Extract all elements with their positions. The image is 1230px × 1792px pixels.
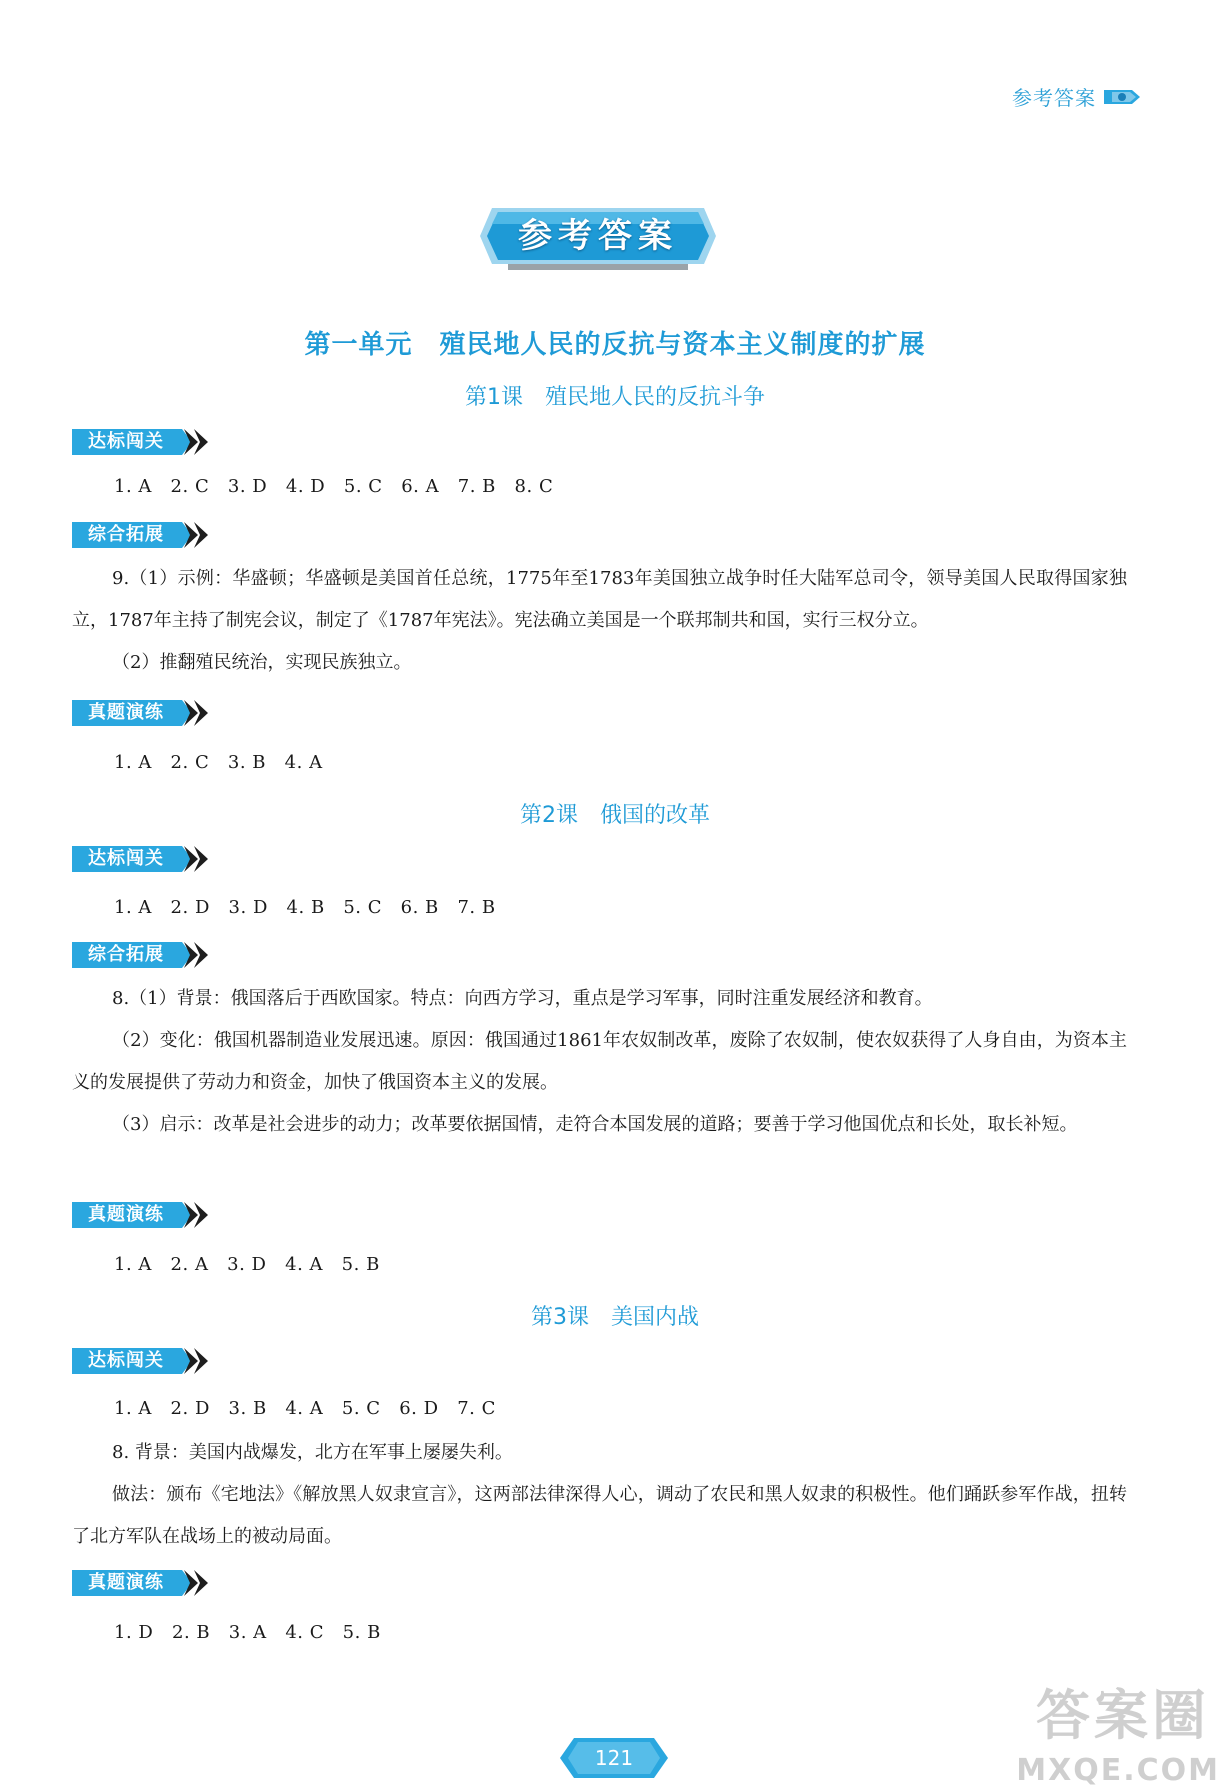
answer-list: 1. A 2. D 3. D 4. B 5. C 6. B 7. B [114, 897, 496, 918]
answer-paragraph: 8. 背景：美国内战爆发，北方在军事上屡屡失利。 [112, 1442, 513, 1463]
section-tag [72, 1568, 208, 1598]
section-tag [72, 427, 208, 457]
section-tag-label: 真题演练 [88, 702, 164, 723]
watermark-cn: 答案圈 [1036, 1684, 1210, 1747]
answer-paragraph: （2）推翻殖民统治，实现民族独立。 [112, 652, 412, 673]
lesson-title: 第3课 美国内战 [531, 1305, 699, 1330]
running-header [1012, 82, 1142, 111]
arrow-tag-icon [1102, 86, 1142, 108]
section-tag [72, 520, 208, 550]
section-tag-label: 达标闯关 [88, 431, 164, 452]
lesson-title: 第1课 殖民地人民的反抗斗争 [465, 385, 765, 410]
section-tag-label: 综合拓展 [88, 524, 164, 545]
answer-paragraph: （2）变化：俄国机器制造业发展迅速。原因：俄国通过1861年农奴制改革，废除了农奴制，使农奴获得了人身自由，为资本主义的发展提供了劳动力和资金，加快了俄国资本主义的发展。 [72, 1030, 1127, 1093]
section-tag [72, 940, 208, 970]
section-tag-label: 真题演练 [88, 1204, 164, 1225]
running-header-title: 参考答案 [1012, 86, 1096, 110]
answer-paragraph: 做法：颁布《宅地法》《解放黑人奴隶宣言》，这两部法律深得人心，调动了农民和黑人奴隶的积极性。他们踊跃参军作战，扭转了北方军队在战场上的被动局面。 [72, 1484, 1127, 1547]
answer-paragraph: 8.（1）背景：俄国落后于西欧国家。特点：向西方学习，重点是学习军事，同时注重发展经济和教育。 [112, 988, 933, 1009]
section-tag [72, 1200, 208, 1230]
section-tag-label: 达标闯关 [88, 1350, 164, 1371]
answer-list: 1. A 2. A 3. D 4. A 5. B [114, 1254, 380, 1275]
answer-list: 1. A 2. C 3. B 4. A [114, 752, 323, 773]
section-tag [72, 844, 208, 874]
watermark-en: MXQE.COM [1016, 1753, 1220, 1788]
page-number: 121 [594, 1746, 634, 1770]
answer-paragraph: （3）启示：改革是社会进步的动力；改革要依据国情，走符合本国发展的道路；要善于学习他国优点和长处，取长补短。 [112, 1114, 1078, 1135]
answer-paragraph: 9.（1）示例：华盛顿；华盛顿是美国首任总统，1775年至1783年美国独立战争时任大陆军总司令，领导美国人民取得国家独立，1787年主持了制宪会议，制定了《1787年宪法》。宪法确立美国是一个联邦制共和国，实行三权分立。 [72, 568, 1127, 631]
watermark [1010, 1678, 1220, 1788]
section-tag-label: 达标闯关 [88, 848, 164, 869]
section-tag-label: 真题演练 [88, 1572, 164, 1593]
section-tag-label: 综合拓展 [88, 944, 164, 965]
section-tag [72, 698, 208, 728]
answer-list: 1. A 2. D 3. B 4. A 5. C 6. D 7. C [114, 1398, 496, 1419]
lesson-title: 第2课 俄国的改革 [520, 803, 710, 828]
answer-list: 1. A 2. C 3. D 4. D 5. C 6. A 7. B 8. C [114, 476, 554, 497]
page-number-badge [560, 1738, 668, 1778]
unit-title: 第一单元 殖民地人民的反抗与资本主义制度的扩展 [304, 330, 926, 360]
answer-list: 1. D 2. B 3. A 4. C 5. B [114, 1622, 381, 1643]
section-tag [72, 1346, 208, 1376]
title-banner [478, 206, 718, 270]
banner-title: 参考答案 [518, 216, 678, 256]
